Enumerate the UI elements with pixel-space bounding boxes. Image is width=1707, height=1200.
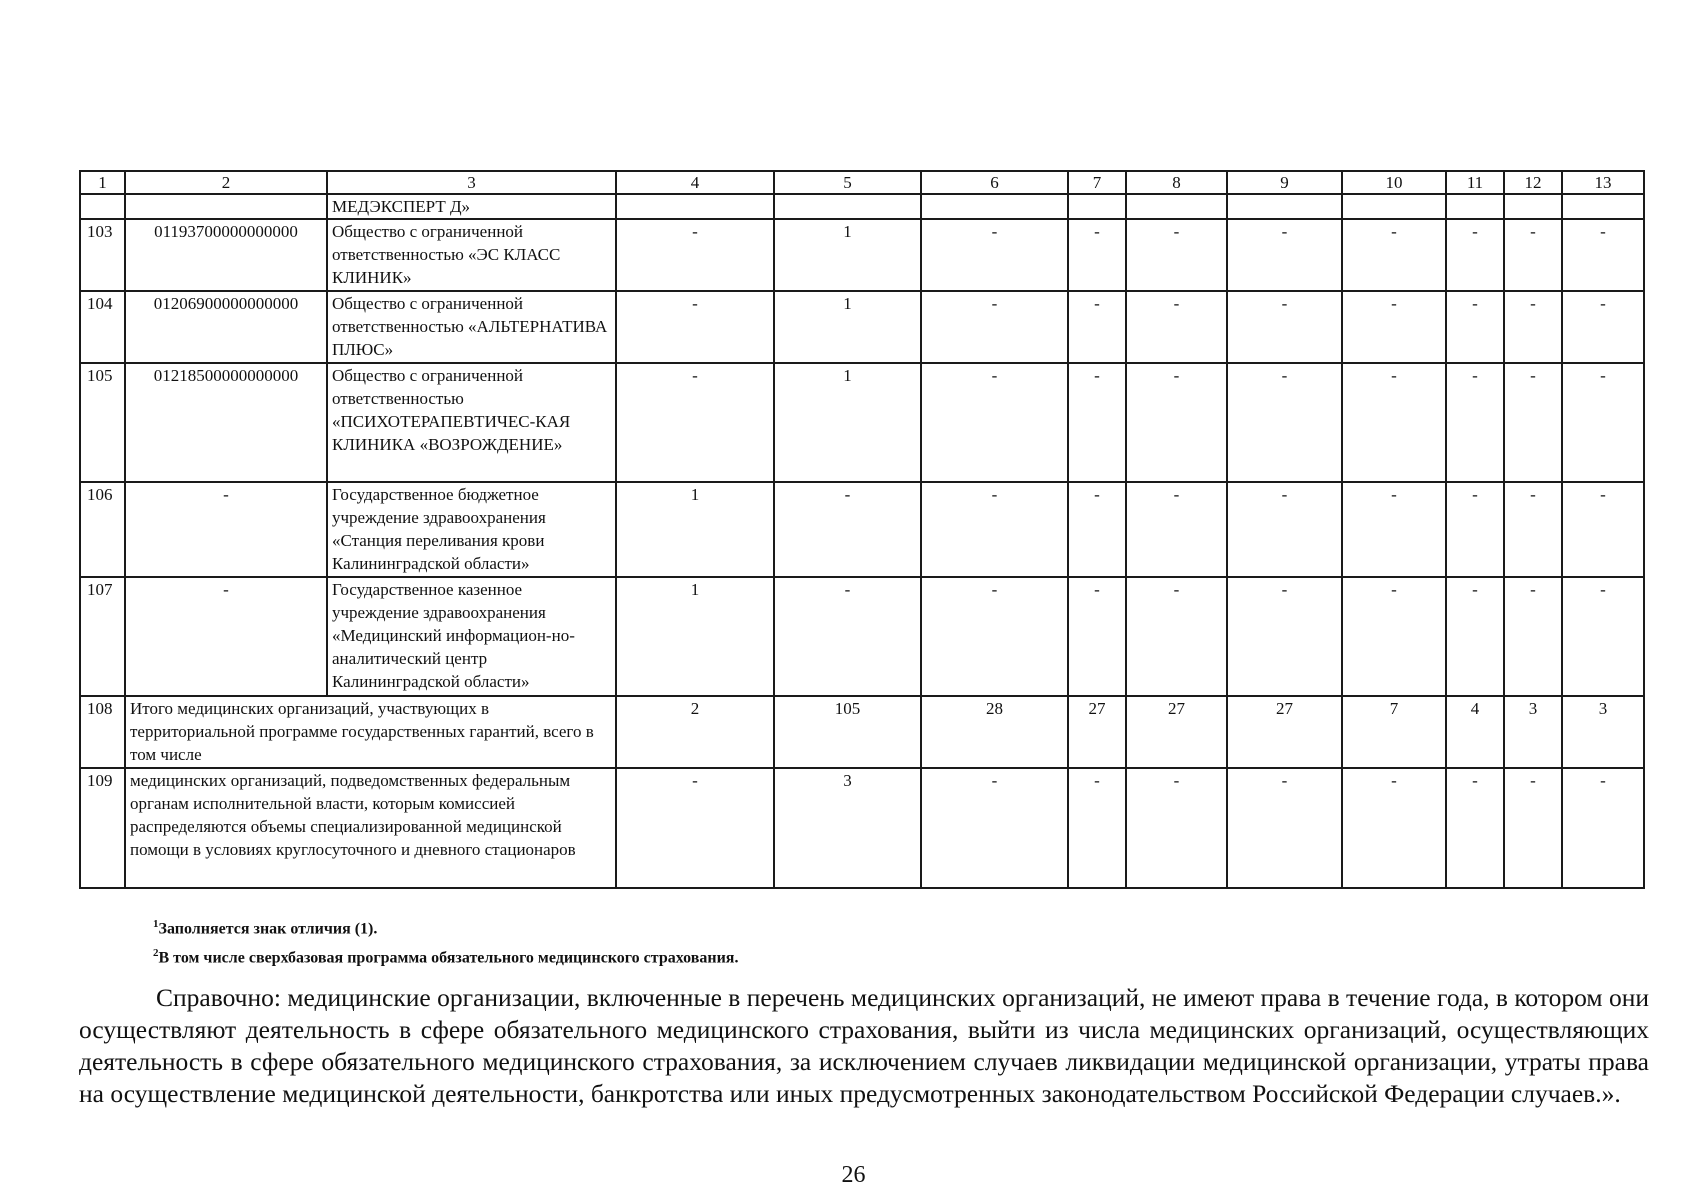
value-cell: 3 [774, 768, 921, 888]
row-number-cell: 106 [80, 482, 125, 577]
value-cell: - [1562, 768, 1644, 888]
value-cell: - [1504, 577, 1562, 696]
value-cell: 2 [616, 696, 774, 768]
value-cell: - [1504, 363, 1562, 482]
value-cell: - [1126, 577, 1227, 696]
header-cell: 2 [125, 171, 327, 194]
footnote-mark: 1 [153, 918, 159, 930]
value-cell: - [1227, 291, 1342, 363]
value-cell: 27 [1126, 696, 1227, 768]
org-name-cell: Общество с ограниченной ответственностью «ПСИХОТЕРАПЕВТИЧЕС-КАЯ КЛИНИКА «ВОЗРОЖДЕНИЕ» [327, 363, 616, 482]
value-cell: - [1504, 291, 1562, 363]
value-cell: 1 [774, 291, 921, 363]
value-cell: - [616, 291, 774, 363]
table-cell [1126, 194, 1227, 219]
value-cell: - [1342, 577, 1446, 696]
header-cell: 12 [1504, 171, 1562, 194]
org-code-cell: 01193700000000000 [125, 219, 327, 291]
value-cell: - [616, 363, 774, 482]
table-cell [1504, 194, 1562, 219]
value-cell: - [1126, 291, 1227, 363]
value-cell: - [1504, 768, 1562, 888]
value-cell: - [1068, 363, 1126, 482]
value-cell: - [1342, 363, 1446, 482]
header-cell: 9 [1227, 171, 1342, 194]
table-row [80, 291, 1644, 363]
table-cell [616, 194, 774, 219]
header-cell: 3 [327, 171, 616, 194]
value-cell: - [1342, 482, 1446, 577]
value-cell: - [1227, 363, 1342, 482]
value-cell: - [1342, 291, 1446, 363]
footnote [153, 941, 738, 970]
header-cell: 1 [80, 171, 125, 194]
continuation-row [80, 194, 1644, 219]
value-cell: - [616, 219, 774, 291]
value-cell: 3 [1562, 696, 1644, 768]
value-cell: - [921, 577, 1068, 696]
row-number-cell: 107 [80, 577, 125, 696]
value-cell: - [1446, 768, 1504, 888]
row-number-cell: 103 [80, 219, 125, 291]
value-cell: - [921, 363, 1068, 482]
table-row [80, 577, 1644, 696]
value-cell: - [774, 577, 921, 696]
org-code-cell: - [125, 482, 327, 577]
table-row [80, 363, 1644, 482]
value-cell: - [1446, 291, 1504, 363]
value-cell: - [1068, 291, 1126, 363]
table-cell [1068, 194, 1126, 219]
value-cell: - [1562, 291, 1644, 363]
value-cell: - [1227, 219, 1342, 291]
value-cell: - [1126, 482, 1227, 577]
value-cell: - [1342, 219, 1446, 291]
value-cell: 1 [774, 363, 921, 482]
value-cell: - [1126, 768, 1227, 888]
value-cell: - [1446, 577, 1504, 696]
value-cell: - [774, 482, 921, 577]
org-name-cell: Государственное бюджетное учреждение здравоохранения «Станция переливания крови Калининградской области» [327, 482, 616, 577]
value-cell: - [1562, 363, 1644, 482]
value-cell: 7 [1342, 696, 1446, 768]
value-cell: - [1446, 363, 1504, 482]
header-cell: 11 [1446, 171, 1504, 194]
table-cell [1342, 194, 1446, 219]
table-cell [80, 194, 125, 219]
total-row [80, 696, 1644, 768]
table-cell [774, 194, 921, 219]
footnote [153, 912, 738, 941]
value-cell: 3 [1504, 696, 1562, 768]
footnote-text: В том числе сверхбазовая программа обязательного медицинского страхования. [158, 949, 739, 967]
summary-label-cell: медицинских организаций, подведомственных федеральным органам исполнительной власти, которым комиссией распределяются объемы специализированной медицинской помощи в условиях круглосуточного и дневного стационаров [125, 768, 616, 888]
value-cell: 27 [1068, 696, 1126, 768]
org-name-cell: Общество с ограниченной ответственностью «АЛЬТЕРНАТИВА ПЛЮС» [327, 291, 616, 363]
row-number-cell: 105 [80, 363, 125, 482]
value-cell: - [1068, 219, 1126, 291]
org-code-cell: 01218500000000000 [125, 363, 327, 482]
header-cell: 6 [921, 171, 1068, 194]
org-name-cell: Государственное казенное учреждение здравоохранения «Медицинский информацион-но-аналитический центр Калининградской области» [327, 577, 616, 696]
footnote-mark: 2 [153, 947, 159, 960]
value-cell: - [1504, 482, 1562, 577]
value-cell: - [921, 768, 1068, 888]
page-number: 26 [841, 1162, 866, 1188]
value-cell: 1 [616, 482, 774, 577]
value-cell: - [1342, 768, 1446, 888]
table-cell [921, 194, 1068, 219]
org-name-cell: Общество с ограниченной ответственностью «ЭС КЛАСС КЛИНИК» [327, 219, 616, 291]
value-cell: - [616, 768, 774, 888]
value-cell: 28 [921, 696, 1068, 768]
value-cell: - [1562, 577, 1644, 696]
value-cell: - [921, 291, 1068, 363]
paragraph-text: Справочно: медицинские организации, включенные в перечень медицинских организаций, не имеют права в течение года, в котором они осуществляют деятельность в сфере обязательного медицинского страхования, выйти из числа медицинских организаций, осуществляющих деятельность в сфере обязательного медицинского страхования, за исключением случаев ликвидации медицинской организации, утраты права на осуществление медицинской деятельности, банкротства или иных предусмотренных законодательством Российской Федерации случаев.». [79, 983, 1649, 1108]
value-cell: - [1126, 219, 1227, 291]
value-cell: 27 [1227, 696, 1342, 768]
reference-paragraph [79, 982, 1649, 1110]
header-cell: 13 [1562, 171, 1644, 194]
value-cell: 1 [774, 219, 921, 291]
row-number-cell: 108 [80, 696, 125, 768]
org-code-cell: - [125, 577, 327, 696]
row-number-cell: 109 [80, 768, 125, 888]
header-cell: 5 [774, 171, 921, 194]
table-header-row [80, 171, 1644, 194]
total-row [80, 768, 1644, 888]
footnotes [153, 912, 738, 971]
header-cell: 4 [616, 171, 774, 194]
value-cell: - [921, 482, 1068, 577]
header-cell: 8 [1126, 171, 1227, 194]
table-cell [125, 194, 327, 219]
summary-label-cell: Итого медицинских организаций, участвующих в территориальной программе государственных гарантий, всего в том числе [125, 696, 616, 768]
value-cell: 105 [774, 696, 921, 768]
table-cell [1446, 194, 1504, 219]
value-cell: 4 [1446, 696, 1504, 768]
table-cell [1227, 194, 1342, 219]
value-cell: - [1068, 482, 1126, 577]
value-cell: - [921, 219, 1068, 291]
value-cell: - [1068, 577, 1126, 696]
footnote-text: Заполняется знак отличия (1). [158, 920, 378, 938]
org-name-cell: МЕДЭКСПЕРТ Д» [327, 194, 616, 219]
value-cell: - [1068, 768, 1126, 888]
value-cell: - [1126, 363, 1227, 482]
org-code-cell: 01206900000000000 [125, 291, 327, 363]
value-cell: 1 [616, 577, 774, 696]
organizations-table [79, 170, 1645, 889]
value-cell: - [1227, 482, 1342, 577]
table-cell [1562, 194, 1644, 219]
value-cell: - [1227, 768, 1342, 888]
table-row [80, 219, 1644, 291]
value-cell: - [1446, 219, 1504, 291]
value-cell: - [1562, 482, 1644, 577]
value-cell: - [1562, 219, 1644, 291]
header-cell: 10 [1342, 171, 1446, 194]
row-number-cell: 104 [80, 291, 125, 363]
value-cell: - [1446, 482, 1504, 577]
value-cell: - [1504, 219, 1562, 291]
header-cell: 7 [1068, 171, 1126, 194]
table-row [80, 482, 1644, 577]
value-cell: - [1227, 577, 1342, 696]
